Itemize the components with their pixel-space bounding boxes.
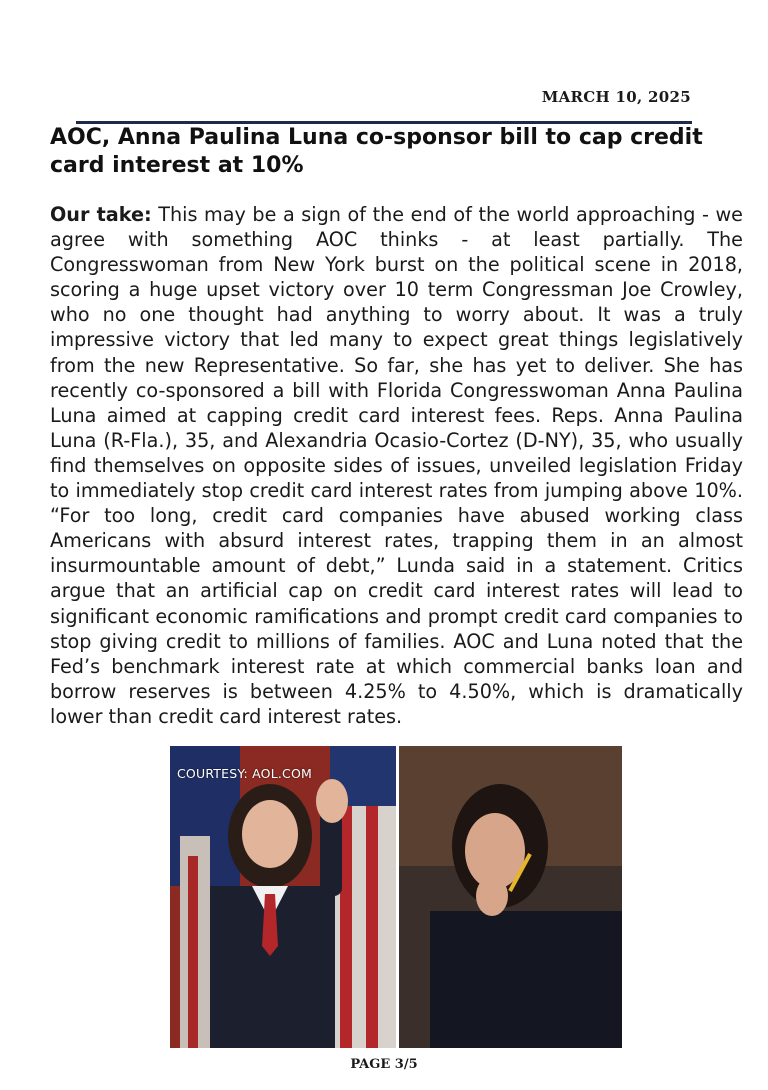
photo-credit: COURTESY: AOL.COM bbox=[177, 766, 312, 781]
take-label: Our take: bbox=[50, 203, 152, 226]
photo-illustration bbox=[170, 746, 622, 1048]
article-photo bbox=[170, 746, 622, 1048]
right-photo-panel bbox=[399, 746, 622, 1048]
article-text: This may be a sign of the end of the world approaching - we agree with something AOC thinks - at least partially. The Congresswoman from New York burst on the political scene in 2018, scoring a huge upset victory over 10 term Congressman Joe Crowley, who no one thought had anything to worry about. It was a truly impressive victory that led many to expect great things legislatively from the new Representative. So far, she has yet to deliver. She has recently co-sponsored a bill with Florida Congresswoman Anna Paulina Luna aimed at capping credit card interest fees. Reps. Anna Paulina Luna (R-Fla.), 35, and Alexandria Ocasio-Cortez (D-NY), 35, who usually find themselves on opposite sides of issues, unveiled legislation Friday to immediately stop credit card interest rates from jumping above 10%. “For too long, credit card companies have abused working class Americans with absurd interest rates, trapping them in an almost insurmountable amount of debt,” Lunda said in a statement. Critics argue that an artificial cap on credit card interest rates will lead to significant economic ramifications and prompt credit card companies to stop giving credit to millions of families. AOC and Luna noted that the Fed’s benchmark interest rate at which commercial banks loan and borrow reserves is between 4.25% to 4.50%, which is dramatically lower than credit card interest rates. bbox=[50, 203, 743, 728]
article-body bbox=[50, 202, 743, 729]
headline: AOC, Anna Paulina Luna co-sponsor bill to cap credit card interest at 10% bbox=[50, 125, 703, 178]
left-photo-panel bbox=[170, 746, 396, 1048]
page-number: PAGE 3/5 bbox=[350, 1057, 418, 1072]
article-date: MARCH 10, 2025 bbox=[541, 88, 691, 106]
